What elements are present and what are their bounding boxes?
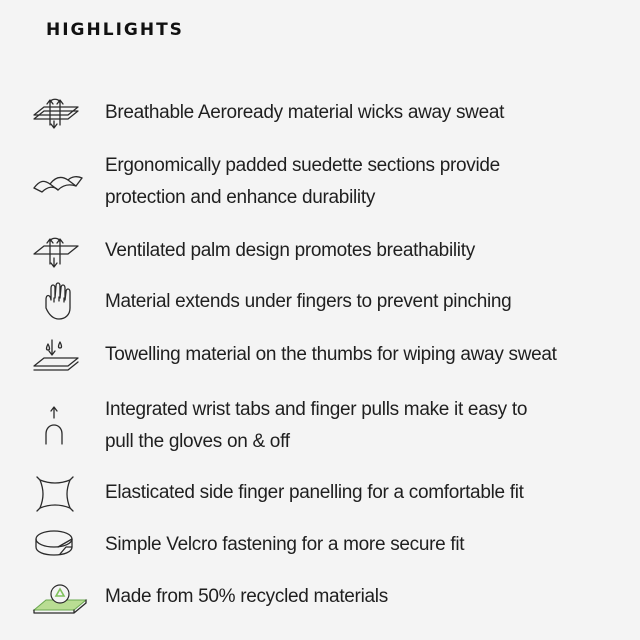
stretch-panel-icon	[30, 474, 92, 514]
velcro-strap-icon	[30, 525, 92, 565]
text-line: Ergonomically padded suedette sections provide	[105, 155, 500, 176]
finger-pull-icon	[30, 406, 92, 446]
text-line: protection and enhance durability	[105, 187, 376, 208]
breathable-material-icon	[30, 95, 92, 135]
text-line: Made from 50% recycled materials	[105, 586, 388, 607]
highlight-text	[105, 150, 615, 214]
text-line: Towelling material on the thumbs for wiping away sweat	[105, 344, 557, 365]
ventilated-palm-icon	[30, 234, 92, 274]
text-line: Breathable Aeroready material wicks away sweat	[105, 102, 505, 123]
highlight-text	[105, 286, 615, 318]
text-line: Elasticated side finger panelling for a comfortable fit	[105, 482, 524, 503]
highlight-text	[105, 529, 615, 561]
highlight-text	[105, 339, 615, 371]
text-line: Ventilated palm design promotes breathability	[105, 240, 475, 261]
highlight-text	[105, 394, 615, 458]
text-line: Material extends under fingers to prevent pinching	[105, 291, 512, 312]
towelling-icon	[30, 336, 92, 376]
section-title: HIGHLIGHTS	[46, 20, 184, 40]
recycled-icon	[30, 578, 92, 618]
text-line: Integrated wrist tabs and finger pulls make it easy to	[105, 399, 528, 420]
padded-sections-icon	[30, 162, 92, 202]
highlight-text	[105, 581, 615, 613]
highlight-text	[105, 477, 615, 509]
text-line: pull the gloves on & off	[105, 431, 290, 452]
text-line: Simple Velcro fastening for a more secure fit	[105, 534, 465, 555]
highlight-text	[105, 97, 615, 129]
hand-icon	[30, 282, 92, 322]
highlight-text	[105, 235, 615, 267]
